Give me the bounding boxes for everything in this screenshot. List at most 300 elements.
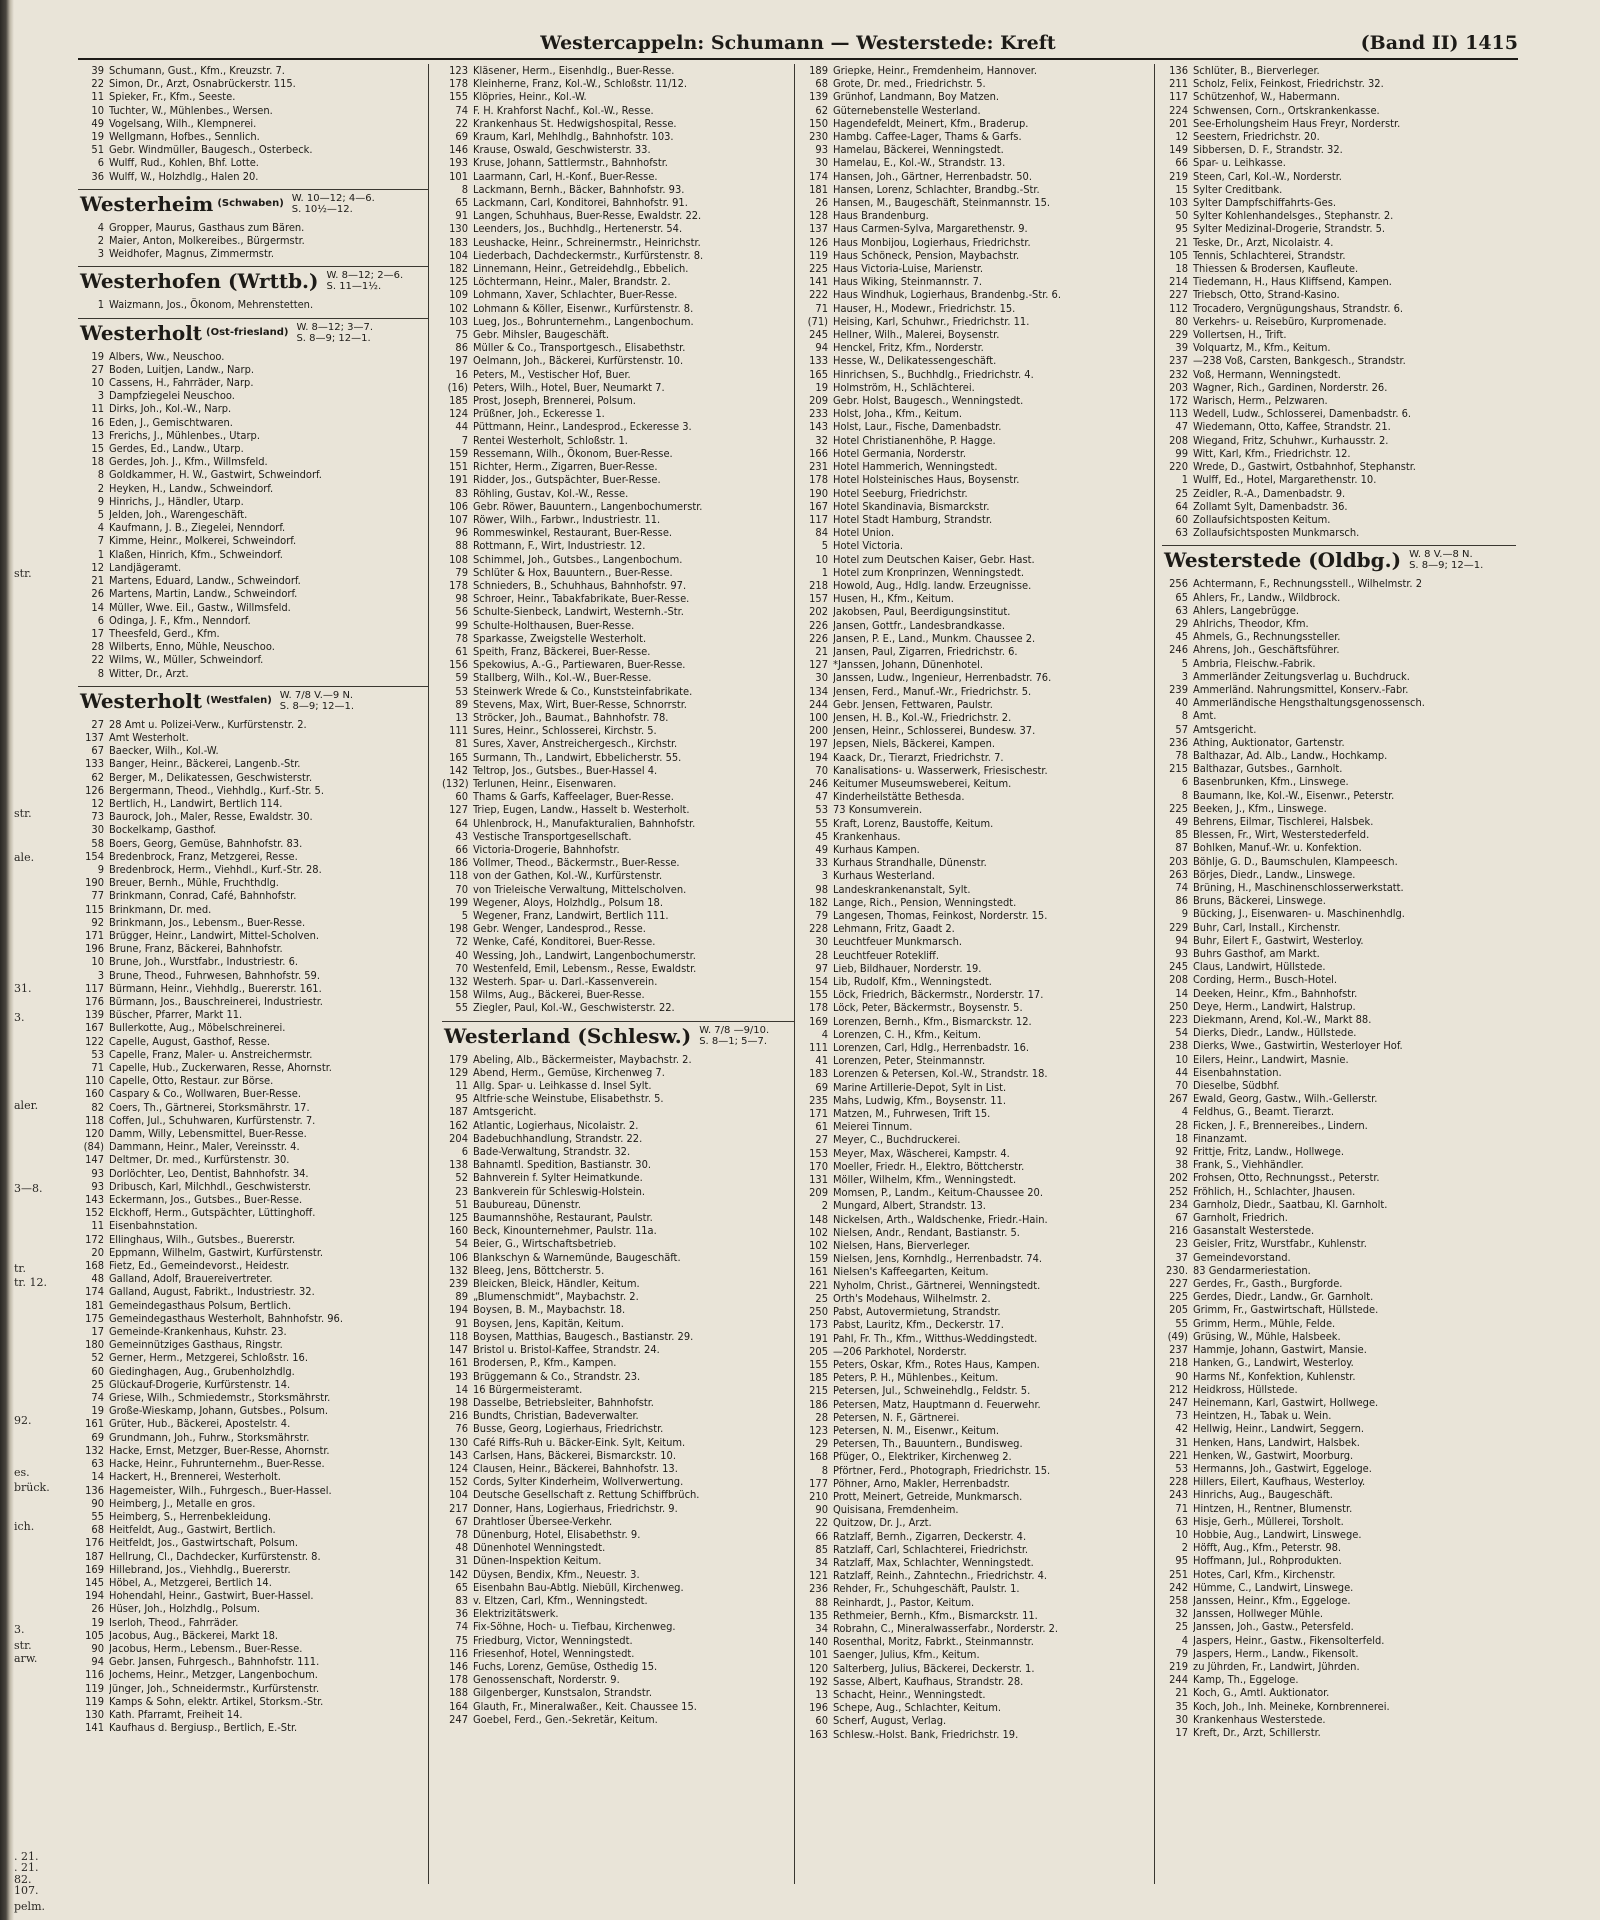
subscriber-text: Brügger, Heinr., Landwirt, Mittel-Scholven.	[109, 928, 320, 942]
directory-entry	[802, 1609, 1154, 1622]
subscriber-text: Stallberg, Wilh., Kol.-W., Buer-Resse.	[473, 671, 652, 685]
subscriber-text: Zollaufsichtsposten Munkmarsch.	[1193, 526, 1360, 540]
subscriber-text: von der Gathen, Kol.-W., Kurfürstenstr.	[473, 869, 663, 883]
phone-number: 139	[85, 1008, 104, 1022]
directory-entry	[1162, 1158, 1516, 1171]
directory-entry	[78, 455, 428, 468]
phone-number: 42	[1175, 1422, 1188, 1436]
phone-number: 219	[1169, 1659, 1188, 1673]
subscriber-text: Petersen, Th., Bauuntern., Bundisweg.	[833, 1437, 1023, 1451]
subscriber-text: Galland, Adolf, Brauereivertreter.	[109, 1272, 273, 1286]
subscriber-text: Krankenhaus Westerstede.	[1193, 1712, 1326, 1726]
subscriber-text: Püttmann, Heinr., Landesprod., Eckeresse 3.	[473, 420, 692, 434]
subscriber-text: Robrahn, C., Mineralwasserfabr., Norderstr. 2.	[833, 1621, 1059, 1635]
phone-number: 39	[1175, 341, 1188, 355]
directory-entry	[78, 1167, 428, 1180]
directory-entry	[78, 784, 428, 797]
subscriber-text: Röhling, Gustav, Kol.-W., Resse.	[473, 486, 629, 500]
subscriber-text: Ziegler, Paul, Kol.-W., Geschwisterstr. 22.	[473, 1001, 675, 1015]
directory-entry	[802, 539, 1154, 552]
directory-entry	[1162, 789, 1516, 802]
phone-number: 98	[815, 882, 828, 896]
directory-column	[1156, 64, 1516, 1884]
directory-entry	[1162, 1105, 1516, 1118]
subscriber-text: Kimme, Heinr., Molkerei, Schweindorf.	[109, 534, 297, 548]
directory-entry	[442, 553, 794, 566]
directory-entry	[802, 909, 1154, 922]
subscriber-text: Kraft, Lorenz, Baustoffe, Keitum.	[833, 816, 994, 830]
edge-note: . 21.	[14, 1849, 39, 1863]
subscriber-text: Schlüter & Hox, Bauuntern., Buer-Resse.	[473, 565, 673, 579]
subscriber-text: Eisenbahn Bau-Abtlg. Niebüll, Kirchenweg.	[473, 1580, 684, 1594]
subscriber-text: 83 Gendarmeriestation.	[1193, 1263, 1311, 1277]
subscriber-text: Wessing, Joh., Landwirt, Langenbochumerstr.	[473, 948, 696, 962]
phone-number: 67	[91, 744, 104, 758]
phone-number: 183	[809, 1067, 828, 1081]
directory-entry	[442, 275, 794, 288]
phone-number: 132	[449, 1263, 468, 1277]
phone-number: 55	[455, 1001, 468, 1015]
directory-entry	[442, 1383, 794, 1396]
directory-entry	[1162, 1303, 1516, 1316]
directory-entry	[78, 574, 428, 587]
directory-entry	[1162, 275, 1516, 288]
subscriber-text: Gemeinde-Krankenhaus, Kuhstr. 23.	[109, 1325, 287, 1339]
directory-entry	[78, 1127, 428, 1140]
phone-number: 30	[815, 671, 828, 685]
subscriber-text: Wenke, Café, Konditorei, Buer-Resse.	[473, 935, 656, 949]
phone-number: 196	[809, 1701, 828, 1715]
subscriber-text: Genossenschaft, Norderstr. 9.	[473, 1673, 620, 1687]
phone-number: 118	[449, 1329, 468, 1343]
subscriber-text: Abeling, Alb., Bäckermeister, Maybachstr. 2.	[473, 1052, 692, 1066]
subscriber-text: Jakobsen, Paul, Beerdigungsinstitut.	[833, 605, 1011, 619]
directory-entry	[78, 1470, 428, 1483]
directory-entry	[442, 500, 794, 513]
phone-number: 38	[1175, 1158, 1188, 1172]
phone-number: 121	[809, 1569, 828, 1583]
subscriber-text: Leenders, Jos., Buchhdlg., Hertenerstr. 54.	[473, 222, 683, 236]
directory-entry	[78, 77, 428, 90]
directory-entry	[1162, 1594, 1516, 1607]
directory-entry	[442, 1620, 794, 1633]
phone-number: 8	[821, 1463, 828, 1477]
directory-entry	[442, 988, 794, 1001]
subscriber-text: Börjes, Diedr., Landw., Linswege.	[1193, 867, 1356, 881]
directory-entry	[442, 196, 794, 209]
phone-number: 75	[455, 1633, 468, 1647]
subscriber-text: Kurhaus Westerland.	[833, 869, 935, 883]
subscriber-text: Heintzen, H., Tabak u. Wein.	[1193, 1409, 1332, 1423]
phone-number: 178	[449, 1673, 468, 1687]
directory-entry	[802, 1464, 1154, 1477]
directory-entry	[802, 1067, 1154, 1080]
subscriber-text: Bleicken, Bleick, Händler, Keitum.	[473, 1277, 640, 1291]
phone-number: 17	[91, 1325, 104, 1339]
phone-number: 1	[97, 547, 104, 561]
directory-entry	[1162, 723, 1516, 736]
subscriber-text: Dorlöchter, Leo, Dentist, Bahnhofstr. 34.	[109, 1166, 309, 1180]
directory-entry	[1162, 643, 1516, 656]
subscriber-text: Husen, H., Kfm., Keitum.	[833, 592, 954, 606]
directory-entry	[442, 949, 794, 962]
subscriber-text: Löchtermann, Heinr., Maler, Brandstr. 2.	[473, 275, 671, 289]
phone-number: 84	[815, 526, 828, 540]
directory-entry	[442, 394, 794, 407]
directory-entry	[802, 777, 1154, 790]
subscriber-text: *Janssen, Johann, Dünenhotel.	[833, 658, 984, 672]
subscriber-text: Amtsgericht.	[1193, 722, 1257, 736]
subscriber-text: Iserloh, Theod., Fahrräder.	[109, 1615, 239, 1629]
subscriber-text: Rentei Westerholt, Schloßstr. 1.	[473, 433, 628, 447]
subscriber-text: Jepsen, Niels, Bäckerei, Kampen.	[833, 737, 995, 751]
directory-entry	[802, 1569, 1154, 1582]
phone-number: 99	[1175, 446, 1188, 460]
town-name: Westerstede (Oldbg.)	[1164, 548, 1402, 573]
subscriber-text: Bohlken, Manuf.-Wr. u. Konfektion.	[1193, 841, 1362, 855]
directory-entry	[1162, 960, 1516, 973]
subscriber-text: Speith, Franz, Bäckerei, Buer-Resse.	[473, 644, 651, 658]
directory-entry	[1162, 90, 1516, 103]
subscriber-text: Saenger, Julius, Kfm., Keitum.	[833, 1648, 980, 1662]
directory-entry	[78, 1391, 428, 1404]
phone-number: 55	[91, 1509, 104, 1523]
phone-number: 120	[85, 1127, 104, 1141]
phone-number: 239	[1169, 682, 1188, 696]
phone-number: 36	[455, 1607, 468, 1621]
phone-number: 172	[1169, 394, 1188, 408]
directory-entry	[1162, 1568, 1516, 1581]
phone-number: 93	[1175, 947, 1188, 960]
directory-entry	[78, 1721, 428, 1734]
subscriber-text: Ammerländer Zeitungsverlag u. Buchdruck.	[1193, 669, 1410, 683]
subscriber-text: Hisje, Gerh., Müllerei, Torsholt.	[1193, 1514, 1344, 1528]
phone-number: 60	[91, 1364, 104, 1378]
directory-column	[796, 64, 1155, 1884]
phone-number: 137	[809, 222, 828, 236]
directory-entry	[1162, 828, 1516, 841]
subscriber-text: Café Riffs-Ruh u. Bäcker-Eink. Sylt, Keitum.	[473, 1435, 686, 1449]
phone-number: 190	[809, 486, 828, 500]
phone-number: 215	[1169, 762, 1188, 776]
phone-number: 116	[85, 1668, 104, 1682]
directory-entry	[442, 77, 794, 90]
phone-number: 142	[449, 1567, 468, 1581]
subscriber-text: Elckhoff, Herm., Gutspächter, Lüttinghoff.	[109, 1206, 316, 1220]
phone-number: 73	[1175, 1409, 1188, 1423]
phone-number: 53	[455, 684, 468, 698]
subscriber-text: Ressemann, Wilh., Ökonom, Buer-Resse.	[473, 446, 673, 460]
phone-number: 10	[1175, 1527, 1188, 1541]
directory-entry	[802, 90, 1154, 103]
phone-number: 83	[455, 1593, 468, 1607]
subscriber-text: Heising, Karl, Schuhwr., Friedrichstr. 11.	[833, 314, 1030, 328]
subscriber-text: zu Jührden, Fr., Landwirt, Jührden.	[1193, 1659, 1360, 1673]
phone-number: 141	[809, 275, 828, 289]
directory-entry	[78, 1444, 428, 1457]
subscriber-text: Jansen, Gottfr., Landesbrandkasse.	[833, 618, 1005, 632]
directory-entry	[78, 1008, 428, 1021]
edge-note: ale.	[14, 851, 35, 865]
phone-number: 161	[85, 1417, 104, 1431]
directory-entry	[802, 869, 1154, 882]
phone-number: 11	[91, 90, 104, 104]
subscriber-text: Balthazar, Ad. Alb., Landw., Hochkamp.	[1193, 748, 1388, 762]
directory-entry	[78, 744, 428, 757]
directory-entry	[1162, 460, 1516, 473]
phone-number: 28	[815, 948, 828, 962]
phone-number: 138	[449, 1158, 468, 1172]
edge-note: pelm.	[14, 1899, 45, 1913]
subscriber-text: Henken, W., Gastwirt, Moorburg.	[1193, 1448, 1354, 1462]
directory-entry	[1162, 1502, 1516, 1515]
edge-note: 3.	[14, 1010, 25, 1024]
subscriber-text: Jensen, Heinr., Schlosserei, Bundesw. 37.	[833, 724, 1036, 738]
phone-number: 63	[1175, 1514, 1188, 1528]
phone-number: 76	[455, 1422, 468, 1436]
phone-number: 147	[449, 1343, 468, 1357]
subscriber-text: Gemeinnütziges Gasthaus, Ringstr.	[109, 1338, 283, 1352]
phone-number: 118	[85, 1113, 104, 1127]
directory-entry	[442, 711, 794, 724]
phone-number: 3	[821, 869, 828, 883]
subscriber-text: Kreft, Dr., Arzt, Schillerstr.	[1193, 1725, 1321, 1739]
directory-entry	[78, 1233, 428, 1246]
phone-number: 118	[449, 869, 468, 883]
phone-number: 221	[809, 1278, 828, 1292]
subscriber-text: v. Eltzen, Carl, Kfm., Wenningstedt.	[473, 1593, 648, 1607]
phone-number: 33	[815, 856, 828, 870]
directory-entry	[1162, 447, 1516, 460]
directory-entry	[1162, 209, 1516, 222]
phone-number: 175	[85, 1311, 104, 1325]
subscriber-text: Griepke, Heinr., Fremdenheim, Hannover.	[833, 64, 1038, 77]
subscriber-text: Ahlrichs, Theodor, Kfm.	[1193, 616, 1309, 630]
subscriber-text: Dünenhotel Wenningstedt.	[473, 1541, 606, 1555]
subscriber-text: Hotes, Carl, Kfm., Kirchenstr.	[1193, 1567, 1336, 1581]
subscriber-text: Kurhaus Kampen.	[833, 842, 920, 856]
phone-number: 110	[85, 1074, 104, 1088]
phone-number: 172	[85, 1232, 104, 1246]
subscriber-text: Hinrichs, Aug., Baugeschäft.	[1193, 1488, 1333, 1502]
subscriber-text: Heyken, H., Landw., Schweindorf.	[109, 481, 274, 495]
phone-number: 222	[809, 288, 828, 302]
subscriber-text: Lohmann & Köller, Eisenwr., Kurfürstenstr. 8.	[473, 301, 694, 315]
phone-number: 159	[449, 446, 468, 460]
phone-number: 101	[809, 1648, 828, 1662]
directory-entry	[78, 810, 428, 823]
directory-entry	[802, 1041, 1154, 1054]
phone-number: 209	[809, 394, 828, 408]
subscriber-text: Atlantic, Logierhaus, Nicolaistr. 2.	[473, 1118, 639, 1132]
subscriber-text: Leuchtfeuer Munkmarsch.	[833, 935, 963, 949]
directory-entry	[802, 645, 1154, 658]
subscriber-text: Bruns, Bäckerei, Linswege.	[1193, 894, 1326, 908]
subscriber-text: Grundmann, Joh., Fuhrw., Storksmährstr.	[109, 1430, 310, 1444]
subscriber-text: Spieker, Fr., Kfm., Seeste.	[109, 90, 236, 104]
subscriber-text: Triebsch, Otto, Strand-Kasino.	[1193, 288, 1340, 302]
subscriber-text: Wellgmann, Hofbes., Sennlich.	[109, 130, 260, 144]
phone-number: 119	[85, 1681, 104, 1695]
subscriber-text: Nielsen, Jens, Kornhdlg., Herrenbadstr. 74.	[833, 1252, 1043, 1266]
directory-entry	[802, 1305, 1154, 1318]
phone-number: 128	[809, 209, 828, 223]
phone-number: 65	[1175, 590, 1188, 604]
directory-entry	[442, 1001, 794, 1014]
phone-number: 55	[1175, 1316, 1188, 1330]
directory-entry	[1162, 577, 1516, 590]
phone-number: 32	[1175, 1607, 1188, 1621]
subscriber-text: Wiegand, Fritz, Schuhwr., Kurhausstr. 2.	[1193, 433, 1389, 447]
subscriber-text: Prüßner, Joh., Eckeresse 1.	[473, 407, 605, 421]
directory-entry	[802, 288, 1154, 301]
directory-entry	[1162, 907, 1516, 920]
subscriber-text: Heidkross, Hüllstede.	[1193, 1382, 1298, 1396]
subscriber-text: Keitumer Museumsweberei, Keitum.	[833, 776, 1012, 790]
phone-number: 5	[821, 539, 828, 553]
phone-number: 6	[97, 156, 104, 170]
subscriber-text: Frittje, Fritz, Landw., Hollwege.	[1193, 1145, 1344, 1159]
directory-entry	[802, 1384, 1154, 1397]
subscriber-text: Altfrie·sche Weinstube, Elisabethstr. 5.	[473, 1092, 664, 1106]
subscriber-text: Hoffmann, Jul., Rohprodukten.	[1193, 1554, 1342, 1568]
phone-number: 6	[1181, 775, 1188, 789]
phone-number: 16	[455, 367, 468, 381]
phone-number: 148	[809, 1212, 828, 1226]
directory-entry	[78, 731, 428, 744]
phone-number: (84)	[83, 1140, 104, 1154]
directory-entry	[442, 209, 794, 222]
subscriber-text: Wedell, Ludw., Schlosserei, Damenbadstr. 6.	[1193, 407, 1412, 421]
directory-entry	[1162, 1119, 1516, 1132]
phone-number: 155	[449, 90, 468, 104]
subscriber-text: Giedinghagen, Aug., Grubenholzhdlg.	[109, 1364, 295, 1378]
phone-number: 216	[1169, 1224, 1188, 1238]
directory-entry	[442, 1066, 794, 1079]
subscriber-text: Gemeindegasthaus Polsum, Bertlich.	[109, 1298, 292, 1312]
phone-number: 124	[449, 407, 468, 421]
subscriber-text: Garnholz, Diedr., Saatbau, Kl. Garnholt.	[1193, 1197, 1388, 1211]
directory-entry	[802, 1160, 1154, 1173]
phone-number: 70	[1175, 1079, 1188, 1093]
directory-entry	[802, 698, 1154, 711]
subscriber-text: Büscher, Pfarrer, Markt 11.	[109, 1008, 243, 1022]
directory-entry	[78, 969, 428, 982]
subscriber-text: Westenfeld, Emil, Lebensm., Resse, Ewaldstr.	[473, 961, 697, 975]
subscriber-text: Sparkasse, Zweigstelle Westerholt.	[473, 631, 647, 645]
subscriber-text: Ratzlaff, Bernh., Zigarren, Deckerstr. 4.	[833, 1529, 1027, 1543]
subscriber-text: Prott, Meinert, Getreide, Munkmarsch.	[833, 1489, 1023, 1503]
directory-entry	[78, 221, 428, 234]
directory-entry	[78, 1074, 428, 1087]
subscriber-text: Röwer, Wilh., Farbwr., Industriestr. 11.	[473, 512, 661, 526]
subscriber-text: Steinwerk Wrede & Co., Kunststeinfabrikate.	[473, 684, 693, 698]
directory-entry	[78, 1523, 428, 1536]
subscriber-text: Müller, Wwe. Eil., Gastw., Willmsfeld.	[109, 600, 291, 614]
phone-number: 71	[91, 1061, 104, 1074]
phone-number: 102	[809, 1239, 828, 1253]
subscriber-text: Rommeswinkel, Restaurant, Buer-Resse.	[473, 526, 673, 540]
directory-entry	[802, 1213, 1154, 1226]
directory-entry	[1162, 881, 1516, 894]
subscriber-text: Cords, Sylter Kinderheim, Wollverwertung.	[473, 1475, 684, 1489]
directory-entry	[1162, 709, 1516, 722]
subscriber-text: Kruse, Johann, Sattlermstr., Bahnhofstr.	[473, 156, 668, 170]
phone-number: 104	[449, 1488, 468, 1502]
subscriber-text: Hagemeister, Wilh., Fuhrgesch., Buer-Hassel.	[109, 1483, 332, 1497]
subscriber-text: Bleeg, Jens, Böttcherstr. 5.	[473, 1263, 605, 1277]
phone-number: 89	[455, 697, 468, 711]
phone-number: 267	[1169, 1092, 1188, 1106]
phone-number: 14	[1175, 986, 1188, 1000]
subscriber-text: Steen, Carl, Kol.-W., Norderstr.	[1193, 169, 1342, 183]
subscriber-text: Heitfeldt, Jos., Gastwirtschaft, Polsum.	[109, 1536, 299, 1550]
phone-number: 120	[809, 1661, 828, 1675]
directory-entry	[802, 1596, 1154, 1609]
phone-number: 10	[815, 552, 828, 566]
directory-entry	[1162, 696, 1516, 709]
town-heading	[78, 189, 428, 218]
subscriber-text: Eckermann, Jos., Gutsbes., Buer-Resse.	[109, 1193, 303, 1207]
phone-number: 77	[91, 889, 104, 903]
office-hours: W. 10—12; 4—6. S. 10½—12.	[291, 192, 375, 215]
directory-entry	[1162, 1000, 1516, 1013]
phone-number: 5	[461, 909, 468, 922]
subscriber-text: Wulff, Rud., Kohlen, Bhf. Lotte.	[109, 156, 259, 170]
directory-entry	[802, 1186, 1154, 1199]
office-hours: W. 8 V.—8 N. S. 8—9; 12—1.	[1409, 549, 1484, 572]
subscriber-text: Jochems, Heinr., Metzger, Langenbochum.	[109, 1668, 318, 1682]
directory-entry	[1162, 249, 1516, 262]
directory-entry	[1162, 749, 1516, 762]
directory-entry	[1162, 973, 1516, 986]
directory-entry	[442, 579, 794, 592]
subscriber-text: Donner, Hans, Logierhaus, Friedrichstr. 9.	[473, 1501, 678, 1515]
phone-number: 10	[91, 955, 104, 969]
subscriber-text: Schulte-Sienbeck, Landwirt, Westernh.-Str.	[473, 605, 684, 619]
directory-entry	[442, 1119, 794, 1132]
phone-number: 8	[1181, 788, 1188, 802]
phone-number: 227	[1169, 288, 1188, 302]
directory-entry	[78, 495, 428, 508]
subscriber-text: Brinkmann, Conrad, Café, Bahnhofstr.	[109, 889, 297, 903]
directory-entry	[1162, 1383, 1516, 1396]
phone-number: 258	[1169, 1593, 1188, 1607]
subscriber-text: Elektrizitätswerk.	[473, 1607, 559, 1621]
directory-entry	[802, 328, 1154, 341]
subscriber-text: Langen, Schuhhaus, Buer-Resse, Ewaldstr. 22.	[473, 209, 702, 223]
phone-number: 74	[455, 1620, 468, 1634]
subscriber-text: Rehder, Fr., Schuhgeschäft, Paulstr. 1.	[833, 1582, 1020, 1596]
directory-entry	[802, 1318, 1154, 1331]
subscriber-text: Capelle, Otto, Restaur. zur Börse.	[109, 1074, 274, 1088]
phone-number: 123	[809, 1423, 828, 1437]
subscriber-text: Schwensen, Corn., Ortskrankenkasse.	[1193, 103, 1380, 117]
subscriber-text: „Blumenschmidt“, Maybachstr. 2.	[473, 1290, 639, 1304]
directory-entry	[442, 539, 794, 552]
phone-number: 3	[97, 247, 104, 261]
directory-entry	[802, 566, 1154, 579]
phone-number: 13	[455, 710, 468, 724]
directory-entry	[802, 764, 1154, 777]
phone-number: 3	[97, 968, 104, 982]
phone-number: 94	[91, 1655, 104, 1669]
phone-number: 12	[91, 796, 104, 810]
phone-number: 245	[809, 328, 828, 342]
directory-entry	[1162, 1290, 1516, 1303]
phone-number: 73	[91, 810, 104, 824]
subscriber-text: Hüser, Joh., Holzhdlg., Polsum.	[109, 1602, 261, 1616]
